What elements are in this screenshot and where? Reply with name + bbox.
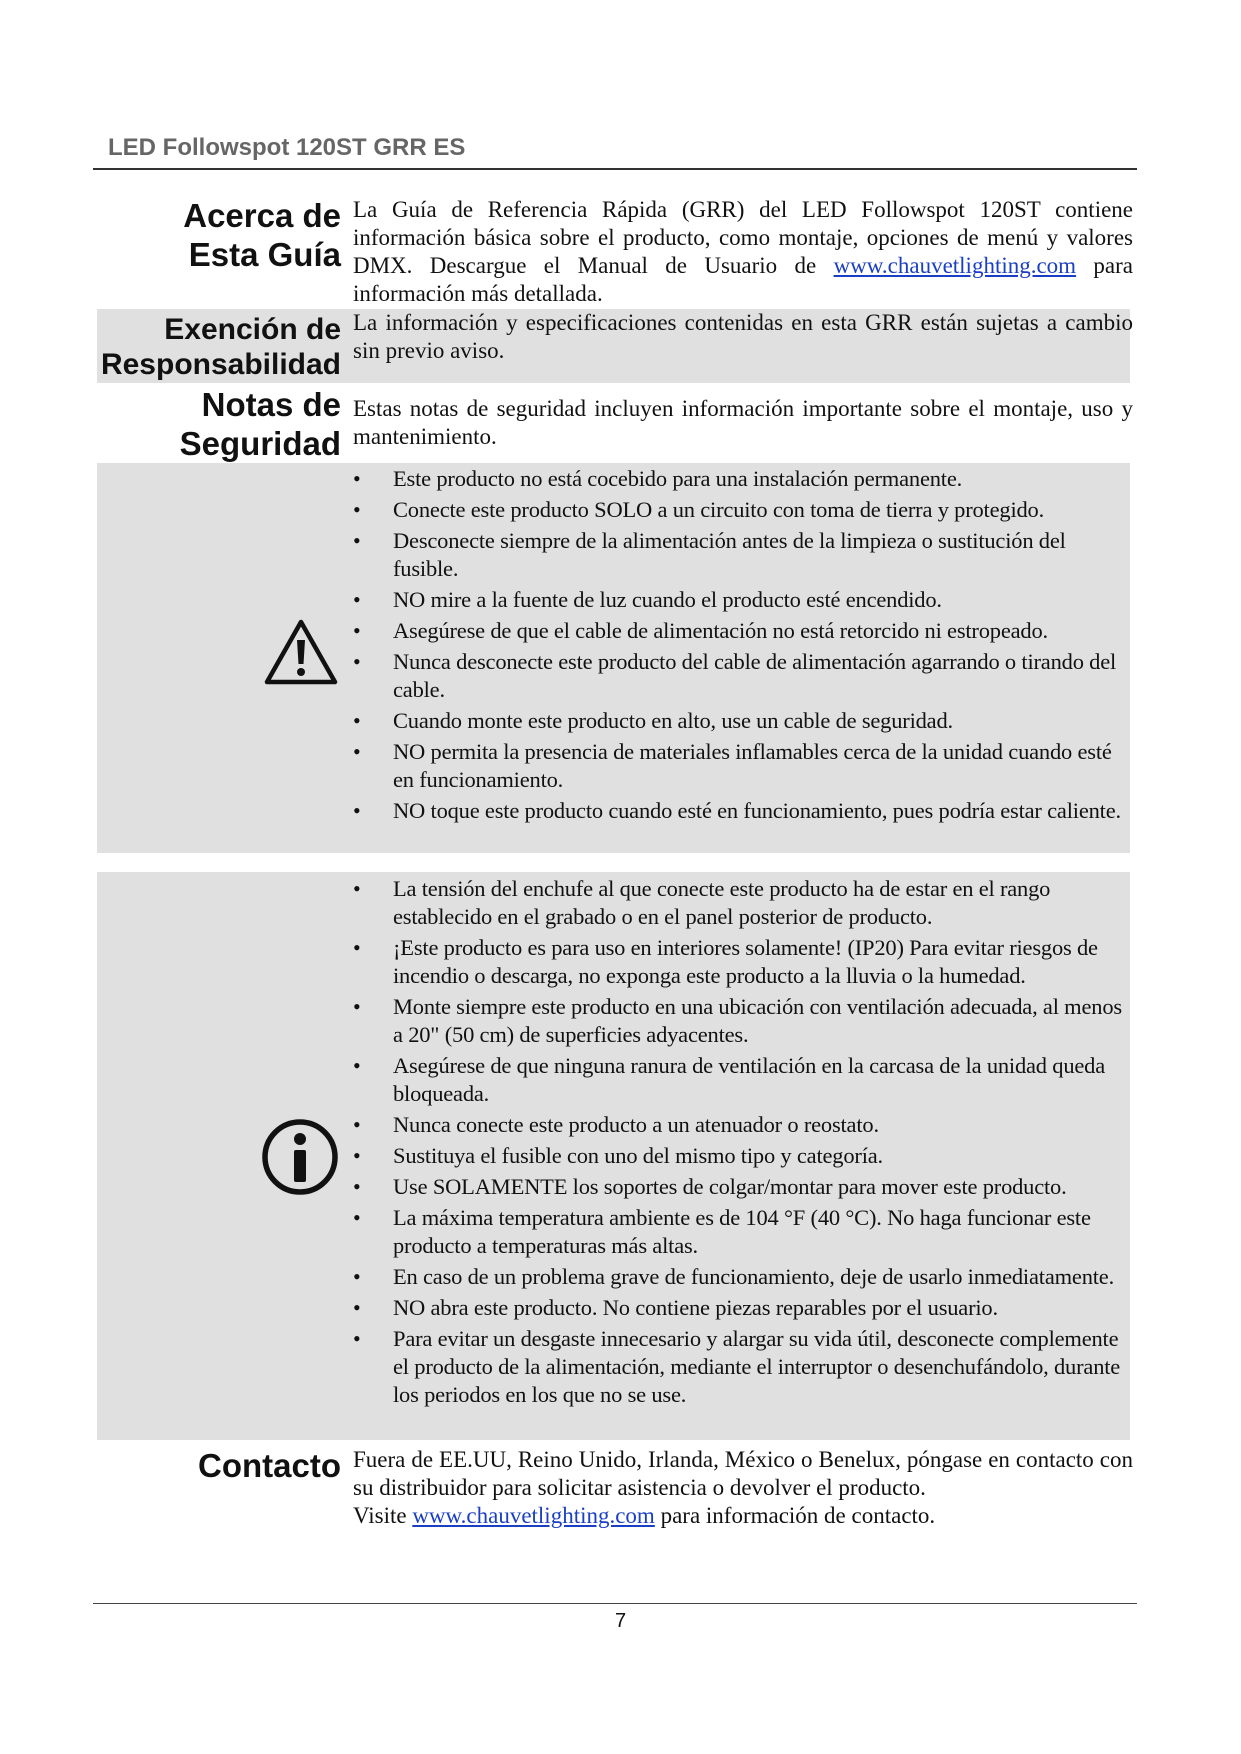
info-notes-list (353, 875, 1133, 1412)
about-paragraph (353, 196, 1133, 308)
warning-item: • Nunca desconecte este producto del cable de alimentación agarrando o tirando del cable. (353, 648, 1133, 704)
info-note-item: • NO abra este producto. No contiene piezas reparables por el usuario. (353, 1294, 1133, 1322)
about-heading (183, 196, 341, 274)
contact-visit-text: Visite (353, 1503, 413, 1528)
contact-text: Fuera de EE.UU, Reino Unido, Irlanda, México o Benelux, póngase en contacto con su distribuidor para solicitar asistencia o devolver el producto. (353, 1447, 1133, 1500)
about-text-end: para información más detallada. (353, 253, 1133, 306)
header-rule (93, 168, 1137, 170)
info-note-item: • La tensión del enchufe al que conecte este producto ha de estar en el rango establecido en el grabado o en el panel posterior de producto. (353, 875, 1133, 931)
disclaimer-heading-line1: Exención de (164, 313, 341, 346)
info-note-item: • Monte siempre este producto en una ubicación con ventilación adecuada, al menos a 20" (50 cm) de superficies adyacentes. (353, 993, 1133, 1049)
safety-heading-line1: Notas de (201, 386, 341, 423)
warning-item: • Desconecte siempre de la alimentación antes de la limpieza o sustitución del fusible. (353, 527, 1133, 583)
contact-paragraph (353, 1446, 1133, 1530)
warning-item: • Asegúrese de que el cable de alimentación no está retorcido ni estropeado. (353, 617, 1133, 645)
contact-heading: Contacto (198, 1447, 341, 1484)
disclaimer-heading (101, 312, 341, 382)
warning-item: • Conecte este producto SOLO a un circuito con toma de tierra y protegido. (353, 496, 1133, 524)
info-note-item: • En caso de un problema grave de funcionamiento, deje de usarlo inmediatamente. (353, 1263, 1133, 1291)
document-header-title: LED Followspot 120ST GRR ES (108, 134, 466, 161)
disclaimer-paragraph: La información y especificaciones contenidas en esta GRR están sujetas a cambio sin previo aviso. (353, 310, 1133, 363)
warning-item: • NO permita la presencia de materiales inflamables cerca de la unidad cuando esté en funcionamiento. (353, 738, 1133, 794)
info-note-item: • Sustituya el fusible con uno del mismo tipo y categoría. (353, 1142, 1133, 1170)
info-note-item: • Asegúrese de que ninguna ranura de ventilación en la carcasa de la unidad queda bloqueada. (353, 1052, 1133, 1108)
info-note-item: • Use SOLAMENTE los soportes de colgar/montar para mover este producto. (353, 1173, 1133, 1201)
disclaimer-heading-line2: Responsabilidad (100, 348, 341, 381)
page-number: 7 (614, 1610, 627, 1632)
safety-heading (180, 385, 341, 463)
info-note-item: • La máxima temperatura ambiente es de 104 °F (40 °C). No haga funcionar este producto a temperaturas más altas. (353, 1204, 1133, 1260)
warning-item: • NO toque este producto cuando esté en funcionamiento, pues podría estar caliente. (353, 797, 1133, 825)
info-circle-icon (260, 1117, 340, 1197)
about-text: La Guía de Referencia Rápida (GRR) del LED Followspot 120ST contiene información básica sobre el producto, como montaje, opciones de menú y valores DMX. Descargue el Manual de Usuario de (353, 197, 1133, 278)
warning-item: • NO mire a la fuente de luz cuando el producto esté encendido. (353, 586, 1133, 614)
footer-rule (93, 1603, 1137, 1604)
warning-item: • Cuando monte este producto en alto, use un cable de seguridad. (353, 707, 1133, 735)
about-heading-line2: Esta Guía (188, 236, 341, 273)
info-note-item: • Nunca conecte este producto a un atenuador o reostato. (353, 1111, 1133, 1139)
contact-link[interactable]: www.chauvetlighting.com (412, 1503, 655, 1528)
safety-intro: Estas notas de seguridad incluyen información importante sobre el montaje, uso y mantenimiento. (353, 396, 1133, 449)
warning-triangle-icon (264, 618, 338, 686)
about-link[interactable]: www.chauvetlighting.com (833, 253, 1077, 278)
contact-text-end: para información de contacto. (654, 1503, 936, 1528)
warning-item: • Este producto no está cocebido para una instalación permanente. (353, 465, 1133, 493)
warnings-list (353, 465, 1133, 828)
info-note-item: • Para evitar un desgaste innecesario y alargar su vida útil, desconecte complemente el producto de la alimentación, mediante el interruptor o desenchufándolo, durante los periodos en los que no se use. (353, 1325, 1133, 1409)
about-heading-line1: Acerca de (183, 197, 341, 234)
safety-heading-line2: Seguridad (179, 425, 341, 462)
info-note-item: • ¡Este producto es para uso en interiores solamente! (IP20) Para evitar riesgos de incendio o descarga, no exponga este producto a la lluvia o la humedad. (353, 934, 1133, 990)
